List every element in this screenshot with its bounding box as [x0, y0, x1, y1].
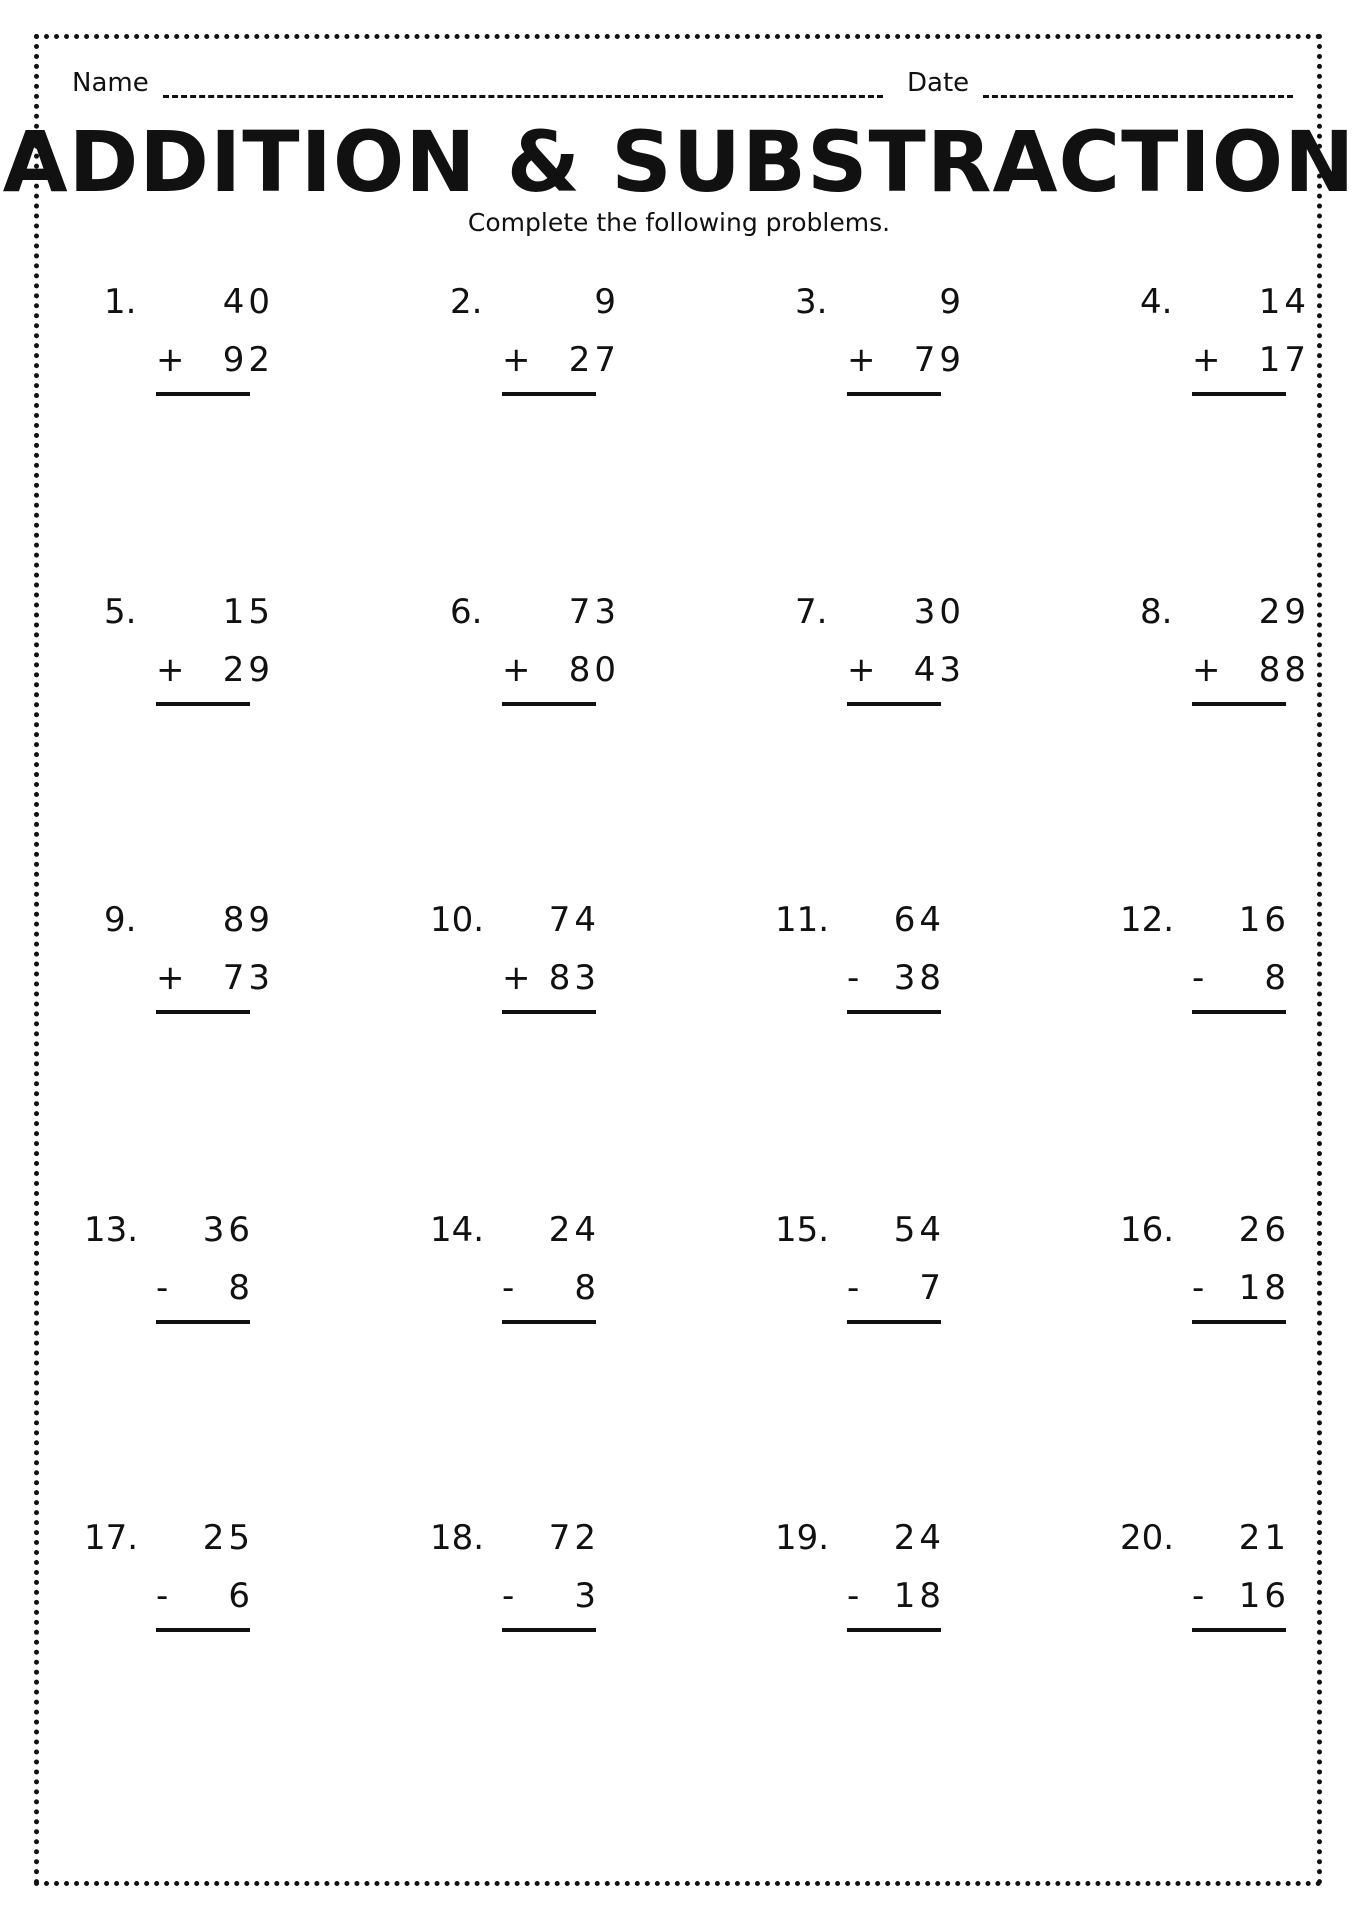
bottom-operand: 18 — [1238, 1268, 1290, 1308]
answer-rule[interactable] — [156, 702, 250, 706]
answer-rule[interactable] — [847, 1010, 941, 1014]
bottom-operand: 38 — [893, 958, 945, 998]
bottom-operand: 29 — [222, 650, 274, 690]
top-operand: 30 — [913, 592, 965, 632]
problem-number: 11. — [775, 900, 830, 940]
worksheet-instructions: Complete the following problems. — [467, 208, 891, 237]
bottom-operand: 83 — [548, 958, 600, 998]
operator-sign: - — [156, 1268, 169, 1308]
problem-number: 18. — [430, 1518, 485, 1558]
problem-16 — [1120, 1210, 1320, 1330]
bottom-operand: 18 — [893, 1576, 945, 1616]
top-operand: 24 — [893, 1518, 945, 1558]
problem-10 — [430, 900, 630, 1020]
bottom-operand: 6 — [228, 1576, 254, 1616]
problem-5 — [104, 592, 304, 712]
problem-number: 8. — [1140, 592, 1173, 632]
problem-number: 19. — [775, 1518, 830, 1558]
answer-rule[interactable] — [502, 1010, 596, 1014]
operator-sign: + — [847, 340, 876, 380]
bottom-operand: 17 — [1258, 340, 1310, 380]
top-operand: 64 — [893, 900, 945, 940]
problem-9 — [104, 900, 304, 1020]
problem-1 — [104, 282, 304, 402]
problem-3 — [795, 282, 995, 402]
answer-rule[interactable] — [156, 1010, 250, 1014]
bottom-operand: 43 — [913, 650, 965, 690]
answer-rule[interactable] — [847, 392, 941, 396]
header-row — [72, 68, 1292, 108]
operator-sign: - — [1192, 1576, 1205, 1616]
top-operand: 74 — [548, 900, 600, 940]
operator-sign: - — [156, 1576, 169, 1616]
top-operand: 54 — [893, 1210, 945, 1250]
operator-sign: + — [1192, 650, 1221, 690]
top-operand: 36 — [202, 1210, 254, 1250]
top-operand: 89 — [222, 900, 274, 940]
operator-sign: + — [502, 340, 531, 380]
problem-number: 20. — [1120, 1518, 1175, 1558]
answer-rule[interactable] — [156, 1628, 250, 1632]
problem-number: 15. — [775, 1210, 830, 1250]
operator-sign: - — [847, 1268, 860, 1308]
bottom-operand: 8 — [228, 1268, 254, 1308]
answer-rule[interactable] — [847, 1320, 941, 1324]
top-operand: 29 — [1258, 592, 1310, 632]
problem-number: 16. — [1120, 1210, 1175, 1250]
date-field[interactable] — [907, 68, 1293, 98]
top-operand: 73 — [568, 592, 620, 632]
answer-rule[interactable] — [156, 1320, 250, 1324]
bottom-operand: 79 — [913, 340, 965, 380]
operator-sign: - — [847, 1576, 860, 1616]
operator-sign: - — [502, 1268, 515, 1308]
top-operand: 9 — [939, 282, 965, 322]
problem-number: 2. — [450, 282, 483, 322]
operator-sign: + — [502, 958, 531, 998]
problem-number: 10. — [430, 900, 485, 940]
bottom-operand: 8 — [574, 1268, 600, 1308]
name-blank-line[interactable] — [163, 69, 883, 98]
bottom-operand: 27 — [568, 340, 620, 380]
answer-rule[interactable] — [1192, 702, 1286, 706]
top-operand: 24 — [548, 1210, 600, 1250]
bottom-operand: 8 — [1264, 958, 1290, 998]
name-field[interactable] — [72, 68, 883, 98]
problem-20 — [1120, 1518, 1320, 1638]
answer-rule[interactable] — [156, 392, 250, 396]
problem-number: 3. — [795, 282, 828, 322]
answer-rule[interactable] — [502, 1628, 596, 1632]
top-operand: 15 — [222, 592, 274, 632]
operator-sign: - — [1192, 1268, 1205, 1308]
bottom-operand: 88 — [1258, 650, 1310, 690]
problem-17 — [84, 1518, 284, 1638]
answer-rule[interactable] — [1192, 1628, 1286, 1632]
problem-18 — [430, 1518, 630, 1638]
problem-number: 6. — [450, 592, 483, 632]
top-operand: 9 — [594, 282, 620, 322]
problem-2 — [450, 282, 650, 402]
top-operand: 21 — [1238, 1518, 1290, 1558]
problem-6 — [450, 592, 650, 712]
problem-number: 17. — [84, 1518, 139, 1558]
bottom-operand: 92 — [222, 340, 274, 380]
name-label: Name — [72, 68, 149, 98]
bottom-operand: 3 — [574, 1576, 600, 1616]
problem-number: 14. — [430, 1210, 485, 1250]
top-operand: 26 — [1238, 1210, 1290, 1250]
problem-number: 12. — [1120, 900, 1175, 940]
problem-number: 5. — [104, 592, 137, 632]
bottom-operand: 73 — [222, 958, 274, 998]
answer-rule[interactable] — [502, 702, 596, 706]
bottom-operand: 80 — [568, 650, 620, 690]
bottom-operand: 7 — [919, 1268, 945, 1308]
top-operand: 16 — [1238, 900, 1290, 940]
problem-13 — [84, 1210, 284, 1330]
answer-rule[interactable] — [847, 1628, 941, 1632]
operator-sign: + — [502, 650, 531, 690]
problem-number: 1. — [104, 282, 137, 322]
operator-sign: + — [1192, 340, 1221, 380]
top-operand: 72 — [548, 1518, 600, 1558]
date-label: Date — [907, 68, 970, 98]
answer-rule[interactable] — [1192, 1010, 1286, 1014]
problem-number: 9. — [104, 900, 137, 940]
problem-number: 13. — [84, 1210, 139, 1250]
answer-rule[interactable] — [502, 1320, 596, 1324]
problem-12 — [1120, 900, 1320, 1020]
operator-sign: + — [847, 650, 876, 690]
worksheet-title: ADDITION & SUBSTRACTION — [2, 113, 1356, 211]
bottom-operand: 16 — [1238, 1576, 1290, 1616]
operator-sign: + — [156, 958, 185, 998]
operator-sign: - — [847, 958, 860, 998]
answer-rule[interactable] — [1192, 392, 1286, 396]
operator-sign: - — [1192, 958, 1205, 998]
problem-4 — [1140, 282, 1340, 402]
problem-7 — [795, 592, 995, 712]
answer-rule[interactable] — [1192, 1320, 1286, 1324]
problem-8 — [1140, 592, 1340, 712]
operator-sign: + — [156, 340, 185, 380]
problem-19 — [775, 1518, 975, 1638]
top-operand: 14 — [1258, 282, 1310, 322]
problem-number: 4. — [1140, 282, 1173, 322]
problem-15 — [775, 1210, 975, 1330]
problem-11 — [775, 900, 975, 1020]
problem-number: 7. — [795, 592, 828, 632]
top-operand: 25 — [202, 1518, 254, 1558]
answer-rule[interactable] — [502, 392, 596, 396]
problem-14 — [430, 1210, 630, 1330]
answer-rule[interactable] — [847, 702, 941, 706]
top-operand: 40 — [222, 282, 274, 322]
date-blank-line[interactable] — [983, 69, 1293, 98]
operator-sign: - — [502, 1576, 515, 1616]
operator-sign: + — [156, 650, 185, 690]
